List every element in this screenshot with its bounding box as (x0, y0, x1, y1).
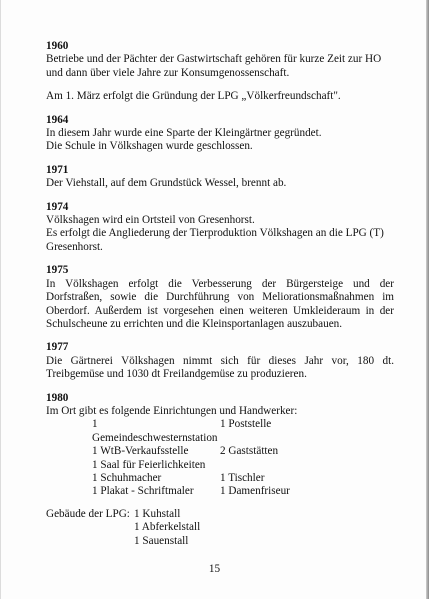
section-year: 1977 (46, 341, 69, 354)
section-1975 (46, 264, 394, 331)
lpg-building-item: 1 Kuhstall (134, 507, 181, 520)
lpg-building-list (134, 508, 394, 548)
section-line: Am 1. März erfolgt die Gründung der LPG „Völkerfreundschaft". (46, 90, 341, 103)
facility-item: 1 Saal für Feierlichkeiten (92, 458, 206, 471)
section-1964 (46, 114, 394, 154)
section-line: Es erfolgt die Angliederung der Tierproduktion Völkshagen an die LPG (T) Gresenhorst. (46, 227, 384, 253)
section-line: Völkshagen wird ein Ortsteil von Gresenhorst. (46, 214, 255, 227)
section-line: und dann über viele Jahre zur Konsumgenossenschaft. (46, 66, 290, 79)
section-paragraph: In Völkshagen erfolgt die Verbesserung der Bürgersteige und der Dorfstraßen, sowie die Durchführung von Meliorationsmaßnahmen im Oberdorf. Außerdem ist vorgesehen einen weiteren Umkleideraum in der Schulscheune zu errichten und die Kleinsportanlagen auszubauen. (46, 277, 394, 330)
lpg-buildings (46, 508, 394, 548)
section-year: 1960 (46, 40, 69, 52)
facility-item: 1 WtB-Verkaufsstelle (92, 445, 189, 458)
section-year: 1980 (46, 391, 69, 404)
lpg-building-item: 1 Abferkelstall (134, 521, 201, 534)
facility-item: 1 Poststelle (220, 418, 272, 431)
section-1960 (46, 40, 394, 104)
page-number: 15 (208, 563, 221, 575)
section-year: 1971 (46, 163, 69, 176)
section-paragraph: Die Gärtnerei Völkshagen nimmt sich für dieses Jahr vor, 180 dt. Treibgemüse und 1030 dt Freilandgemüse zu produzieren. (46, 354, 394, 381)
section-line: Die Schule in Völkshagen wurde geschlossen. (46, 140, 253, 153)
facility-item: 1 Plakat - Schriftmaler (92, 485, 194, 498)
section-line: In diesem Jahr wurde eine Sparte der Kleingärtner gegründet. (46, 127, 322, 140)
section-line: Der Viehstall, auf dem Grundstück Wessel, brennt ab. (46, 177, 287, 190)
facility-item: 1 Schuhmacher (92, 471, 162, 484)
section-1977 (46, 341, 394, 381)
section-year: 1975 (46, 264, 69, 277)
section-year: 1964 (46, 113, 69, 126)
page-edge-left (0, 0, 1, 599)
facility-item: 1 Damenfriseur (220, 485, 290, 498)
section-intro: Im Ort gibt es folgende Einrichtungen und Handwerker: (46, 404, 298, 417)
facility-item: 2 Gaststätten (220, 445, 279, 458)
section-year: 1974 (46, 200, 69, 213)
facility-item (220, 459, 350, 472)
lpg-label: Gebäude der LPG: (46, 507, 130, 520)
section-1971 (46, 164, 394, 191)
facility-item: 1 Gemeindeschwesternstation (92, 418, 218, 444)
facilities-list (92, 418, 394, 498)
lpg-building-item: 1 Sauenstall (134, 534, 189, 547)
section-1980 (46, 392, 394, 548)
section-line: Betriebe und der Pächter der Gastwirtschaft gehören für kurze Zeit zur HO (46, 53, 382, 66)
facility-item: 1 Tischler (220, 471, 265, 484)
page-content (46, 40, 394, 548)
section-1974 (46, 201, 394, 255)
